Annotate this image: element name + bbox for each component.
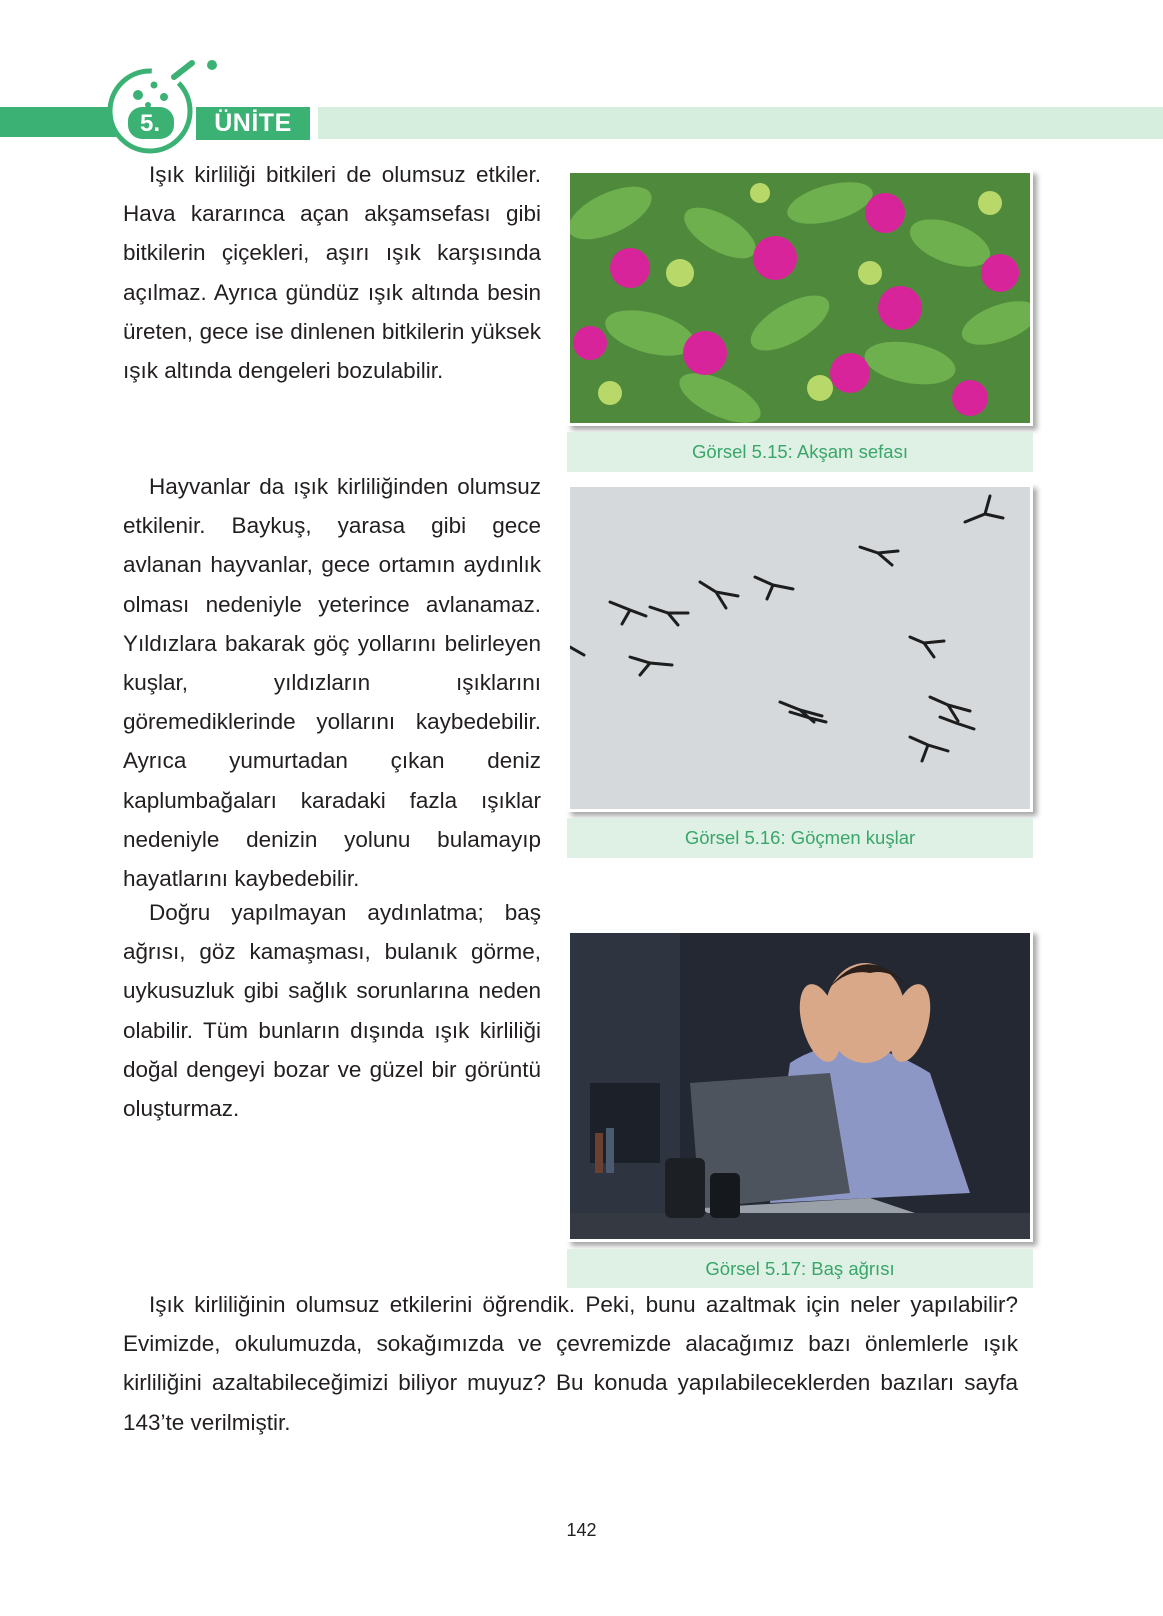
paragraph-animals: Hayvanlar da ışık kirliliğinden olumsuz etkilenir. Baykuş, yarasa gibi gece avlanan hayvanlar, gece ortamın aydınlık olması nedeniyle yeterince avlanamaz. Yıldızlara bakarak göç yollarını belirleyen kuşlar, yıldızların ışıklarını göremediklerinde yollarını kaybedebilir. Ayrıca yumurtadan çıkan deniz kaplumbağaları karadaki fazla ışıklar nedeniyle denizin yolunu bulamayıp hayatlarını kaybedebilir. [123, 474, 541, 892]
unit-number: 5. [139, 110, 160, 137]
figure-caption: Görsel 5.16: Göçmen kuşlar [567, 818, 1033, 858]
figure-caption: Görsel 5.15: Akşam sefası [567, 432, 1033, 472]
figure-birds-image [567, 484, 1033, 812]
unit-label: ÜNİTE [196, 107, 310, 140]
paragraph-health: Doğru yapılmayan aydınlatma; baş ağrısı, göz kamaşması, bulanık görme, uykusuzluk gibi sağlık sorunlarına neden olabilir. Tüm bunların dışında ışık kirliliği doğal dengeyi bozar ve güzel bir görüntü oluşturmaz. [123, 900, 541, 1122]
page-number: 142 [566, 1520, 597, 1540]
header-bar-right [318, 107, 1163, 139]
paragraph-conclusion: Işık kirliliğinin olumsuz etkilerini öğrendik. Peki, bunu azaltmak için neler yapılabilir? Evimizde, okulumuzda, sokağımızda ve çevremizde alacağımız bazı önlemlerle ışık kirliliğini azaltabileceğimizi biliyor muyuz? Bu konuda yapılabileceklerden bazıları sayfa 143’te verilmiştir. [123, 1292, 1018, 1435]
figure-flowers-image [567, 170, 1033, 426]
paragraph-plants: Işık kirliliği bitkileri de olumsuz etkiler. Hava kararınca açan akşamsefası gibi bitkilerin çiçekleri, aşırı ışık karşısında açılmaz. Ayrıca gündüz ışık altında besin üreten, gece ise dinlenen bitkilerin yüksek ışık altında dengeleri bozulabilir. [123, 162, 541, 384]
figure-headache-image [567, 930, 1033, 1242]
figure-caption: Görsel 5.17: Baş ağrısı [567, 1249, 1033, 1288]
